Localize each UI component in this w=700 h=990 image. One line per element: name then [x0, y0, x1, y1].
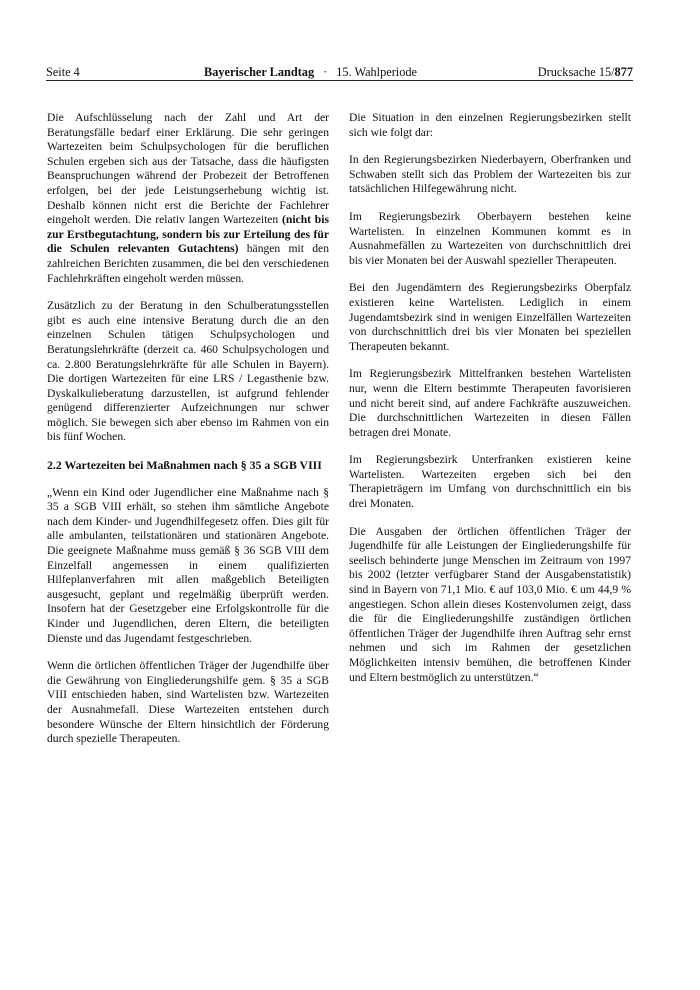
paragraph-oberpfalz: Bei den Jugendämtern des Regierungsbezirks Oberpfalz existieren keine Wartelisten. Lediglich in einem Jugendamtsbezirk sind in wenigen Einzelfällen Wartezeiten von durchschnittlich drei bis vier Monaten bei speziellen Therapeuten bekannt.: [349, 281, 631, 353]
document-number: [538, 64, 633, 80]
paragraph-quote-measures: „Wenn ein Kind oder Jugendlicher eine Maßnahme nach § 35 a SGB VIII erhält, so stehen ihm sämtliche Angebote nach dem Kinder- und Jugendhilfegesetz offen. Dies gilt für alle ambulanten, teilstationären und stationären Angebote. Die geeignete Maßnahme muss gemäß § 36 SGB VIII dem Einzelfall angemessen in einem qualifizierten Hilfeplanverfahren mit allen maßgeblich Beteiligten ausgesucht, geplant und regelmäßig überprüft werden. Insofern hat der Gesetzgeber eine Erfolgskontrolle für die Kinder und Jugendlichen, deren Eltern, die beteiligten Dienste und das Jugendamt festgeschrieben.: [47, 485, 329, 645]
document-id: 877: [614, 65, 633, 79]
bold-remark: (nicht bis zur Erstbegutachtung, sondern bis zur Erteilung des für die Schulen relevanten Gutachtens): [47, 213, 329, 256]
paragraph-oberbayern: Im Regierungsbezirk Oberbayern bestehen keine Wartelisten. In einzelnen Kommunen kommt es in Ausnahmefällen zu Wartezeiten von durchschnittlich drei bis vier Monaten bei der Auswahl spezieller Therapeuten.: [349, 209, 631, 267]
paragraph-waiting-lists: Wenn die örtlichen öffentlichen Träger der Jugendhilfe über die Gewährung von Eingliederungshilfe gem. § 35 a SGB VIII entschieden haben, sind Wartelisten bzw. Wartezeiten der Ausnahmefall. Diese Wartezeiten entstehen durch besondere Wünsche der Eltern hinsichtlich der Förderung durch spezielle Therapeuten.: [47, 659, 329, 746]
paragraph-school-counseling: Zusätzlich zu der Beratung in den Schulberatungsstellen gibt es auch eine intensive Beratung durch die an den einzelnen Schulen tätigen Schulpsychologen und Beratungslehrkräfte (derzeit ca. 460 Schulpsychologen und ca. 2.800 Beratungslehrkräfte für alle Schulen in Bayern). Die dortigen Wartezeiten für eine LRS / Legasthenie bzw. Dyskalkulieberatung darzustellen, ist aufgrund fehlender genügend differenzierter Aufzeichnungen nur schwer möglich. Sie bewegen sich aber ebenso im Rahmen von ein bis fünf Wochen.: [47, 299, 329, 444]
section-heading: 2.2 Wartezeiten bei Maßnahmen nach § 35 a SGB VIII: [47, 458, 322, 473]
left-column: [47, 111, 329, 760]
paragraph-unterfranken: Im Regierungsbezirk Unterfranken existieren keine Wartelisten. Wartezeiten ergeben sich bei den Therapieträgern im Umfang von durchschnittlich ein bis drei Monaten.: [349, 453, 631, 511]
page-header: [46, 60, 633, 80]
paragraph-text: hängen mit den zahlreichen Berichten zusammen, die bei den verschiedenen Fachlehrkräften eingeholt werden müssen.: [47, 242, 329, 285]
paragraph-text: Die Aufschlüsselung nach der Zahl und Art der Beratungsfälle bedarf einer Erklärung. Die sehr geringen Wartezeiten beim Schulpsychologen für die beruflichen Schulen ergeben sich aus der Tatsache, dass die häufigsten Beanspruchungen während der Probezeit der Betroffenen erfolgen, bei der jede Leistungserhebung wichtig ist. Deshalb können nicht erst die Berichte der Fachlehrer eingeholt werden. Die relativ langen Wartezeiten: [47, 111, 329, 227]
paragraph-situation-intro: Die Situation in den einzelnen Regierungsbezirken stellt sich wie folgt dar:: [349, 111, 631, 139]
paragraph-counseling-breakdown: [47, 111, 329, 286]
paragraph-expenditure: Die Ausgaben der örtlichen öffentlichen Träger der Jugendhilfe für alle Leistungen der Eingliederungshilfe für seelisch behinderte junge Menschen im Zeitraum von 1997 bis 2002 (letzter verfügbarer Stand der Ausgabenstatistik) sind in Bayern von 71,1 Mio. € auf 103,0 Mio. € um 44,9 % angestiegen. Schon allein dieses Kostenvolumen zeigt, dass die für die Eingliederungshilfe zuständigen örtlichen öffentlichen Träger der Jugendhilfe ihren Auftrag sehr ernst nehmen und sich im Rahmen der gesetzlichen Möglichkeiten intensiv bemühen, die betroffenen Kinder und Eltern bestmöglich zu unterstützen.“: [349, 524, 631, 684]
header-rule: [46, 80, 633, 81]
page-number: Seite 4: [46, 65, 80, 79]
paragraph-mittelfranken: Im Regierungsbezirk Mittelfranken bestehen Wartelisten nur, wenn die Eltern bestimmte Therapeuten favorisieren und nicht bereit sind, auf andere Fachkräfte auszuweichen. Die durchschnittlichen Wartezeiten in diesen Fällen betragen drei Monate.: [349, 367, 631, 439]
document-prefix: Drucksache 15/: [537, 65, 615, 79]
header-separator: ·: [323, 65, 328, 79]
paragraph-niederbayern: In den Regierungsbezirken Niederbayern, Oberfranken und Schwaben stellt sich das Problem der Wartezeiten bis zur tatsächlichen Hilfegewährung nicht.: [349, 153, 631, 196]
legislative-period: 15. Wahlperiode: [336, 65, 417, 79]
parliament-name: Bayerischer Landtag: [204, 65, 315, 79]
right-column: [349, 111, 631, 698]
publication-title: [204, 64, 417, 80]
